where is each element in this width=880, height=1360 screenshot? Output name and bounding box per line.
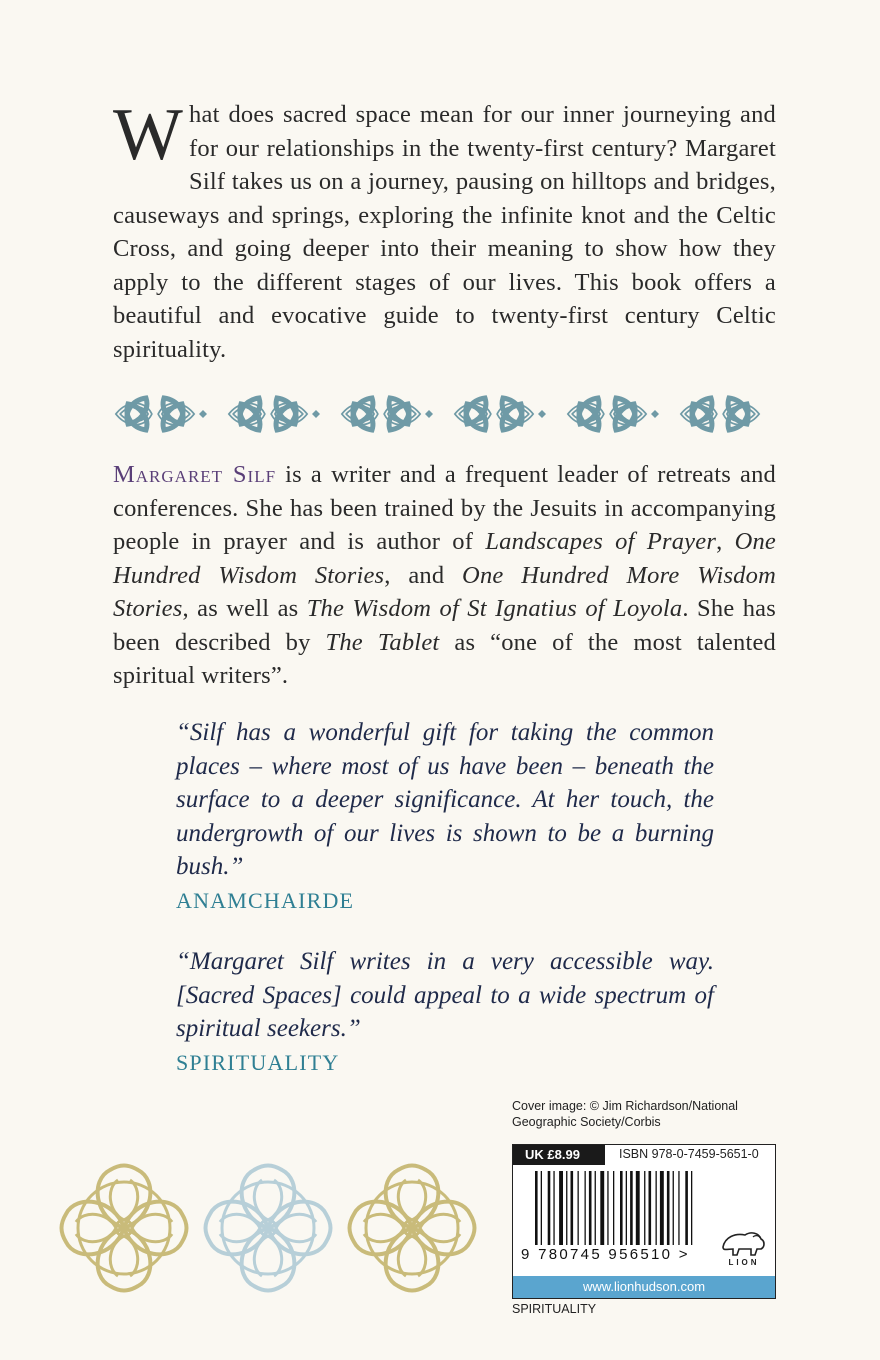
barcode-bar: [589, 1171, 592, 1245]
barcode-bar: [613, 1171, 614, 1245]
barcode-bar: [620, 1171, 623, 1245]
barcode-bar: [673, 1171, 674, 1245]
celtic-cross-ornament-icon: [62, 1166, 187, 1291]
bio-text: is a writer and a frequent leader of retreats and conferences. She has been trained by the Jesuits in accompanying people in prayer and is author of: [113, 461, 777, 555]
barcode-bar: [578, 1171, 579, 1245]
review-source: ANAMCHAIRDE: [176, 888, 355, 913]
book-title: Landscapes of Prayer: [485, 528, 717, 555]
triquetra-knot-icon: [231, 398, 320, 430]
price-barcode-box: [512, 1144, 776, 1299]
bio-text: , as well as: [182, 595, 307, 622]
triquetra-knot-icon: [118, 398, 207, 430]
barcode-bar: [644, 1171, 645, 1245]
triquetra-knot-icon: [457, 398, 546, 430]
barcode-bar: [678, 1171, 679, 1245]
review-source: SPIRITUALITY: [176, 1050, 340, 1075]
book-title: One Hundred Wisdom Stories: [113, 528, 776, 589]
barcode-bar: [685, 1171, 688, 1245]
barcode-bar: [656, 1171, 657, 1245]
drop-cap: W: [113, 94, 184, 176]
barcode-bar: [566, 1171, 567, 1245]
review-quote: “Margaret Silf writes in a very accessible way. [Sacred Spaces] could appeal to a wide spectrum of spiritual seekers.”: [176, 948, 714, 1042]
publication-title: The Tablet: [325, 628, 440, 656]
triquetra-knot-icon: [344, 398, 433, 430]
author-bio: [113, 458, 776, 693]
publisher-url[interactable]: www.lionhudson.com: [513, 1276, 775, 1298]
barcode-bar: [636, 1171, 640, 1245]
blurb-text: hat does sacred space mean for our inner journeying and for our relationships in the twenty-first century? Margaret Silf takes us on a journey, pausing on hilltops and bridges, causeways and springs, exploring the infinite knot and the Celtic Cross, and going deeper into their meaning to show how they apply to the different stages of our lives. This book offers a beautiful and evocative guide to twenty-first century Celtic spirituality.: [113, 101, 776, 363]
barcode-bar: [600, 1171, 604, 1245]
barcode-bar: [571, 1171, 574, 1245]
author-name: Margaret Silf: [113, 461, 277, 488]
celtic-knot-divider: [108, 388, 784, 438]
barcode-bar: [691, 1171, 692, 1245]
book-title: The Wisdom of St Ignatius of Loyola: [306, 595, 683, 622]
barcode-digits: 9 780745 956510 >: [521, 1246, 690, 1263]
isbn-number: ISBN 978-0-7459-5651-0: [619, 1147, 759, 1161]
barcode-bar: [548, 1171, 551, 1245]
barcode-bar: [660, 1171, 664, 1245]
bio-text: ,: [716, 528, 735, 555]
triquetra-knot-icon: [570, 398, 659, 430]
publisher-logo-text: LION: [728, 1258, 760, 1267]
celtic-cross-ornament-icon: [350, 1166, 475, 1291]
review-quote: “Silf has a wonderful gift for taking the common places – where most of us have been – beneath the surface to a deeper significance. At her touch, the undergrowth of our lives is shown to be a burning bush.”: [176, 719, 714, 880]
barcode-bar: [607, 1171, 608, 1245]
barcode-bar: [667, 1171, 670, 1245]
triquetra-knot-icon: [683, 398, 757, 430]
book-title: One Hundred More Wisdom Stories: [113, 561, 776, 622]
celtic-cross-ornament-icon: [206, 1166, 331, 1291]
barcode-bar: [559, 1171, 563, 1245]
barcode-bar: [541, 1171, 542, 1245]
genre-label: SPIRITUALITY: [512, 1302, 597, 1316]
bio-text: , and: [384, 561, 463, 589]
bio-text: as “one of the most talented spiritual writers”.: [113, 628, 776, 689]
bio-text: . She has been described by: [113, 595, 776, 656]
barcode-bar: [595, 1171, 596, 1245]
price-label: UK £8.99: [513, 1145, 605, 1165]
barcode-bar: [649, 1171, 652, 1245]
barcode-bar: [535, 1171, 538, 1245]
barcode-bar: [630, 1171, 633, 1245]
barcode-bar: [626, 1171, 627, 1245]
barcode-bar: [553, 1171, 554, 1245]
barcode-bar: [585, 1171, 586, 1245]
back-cover-blurb: [113, 94, 776, 366]
cover-image-credit: Cover image: © Jim Richardson/National Geographic Society/Corbis: [512, 1099, 738, 1129]
celtic-ornaments: [58, 1158, 498, 1298]
